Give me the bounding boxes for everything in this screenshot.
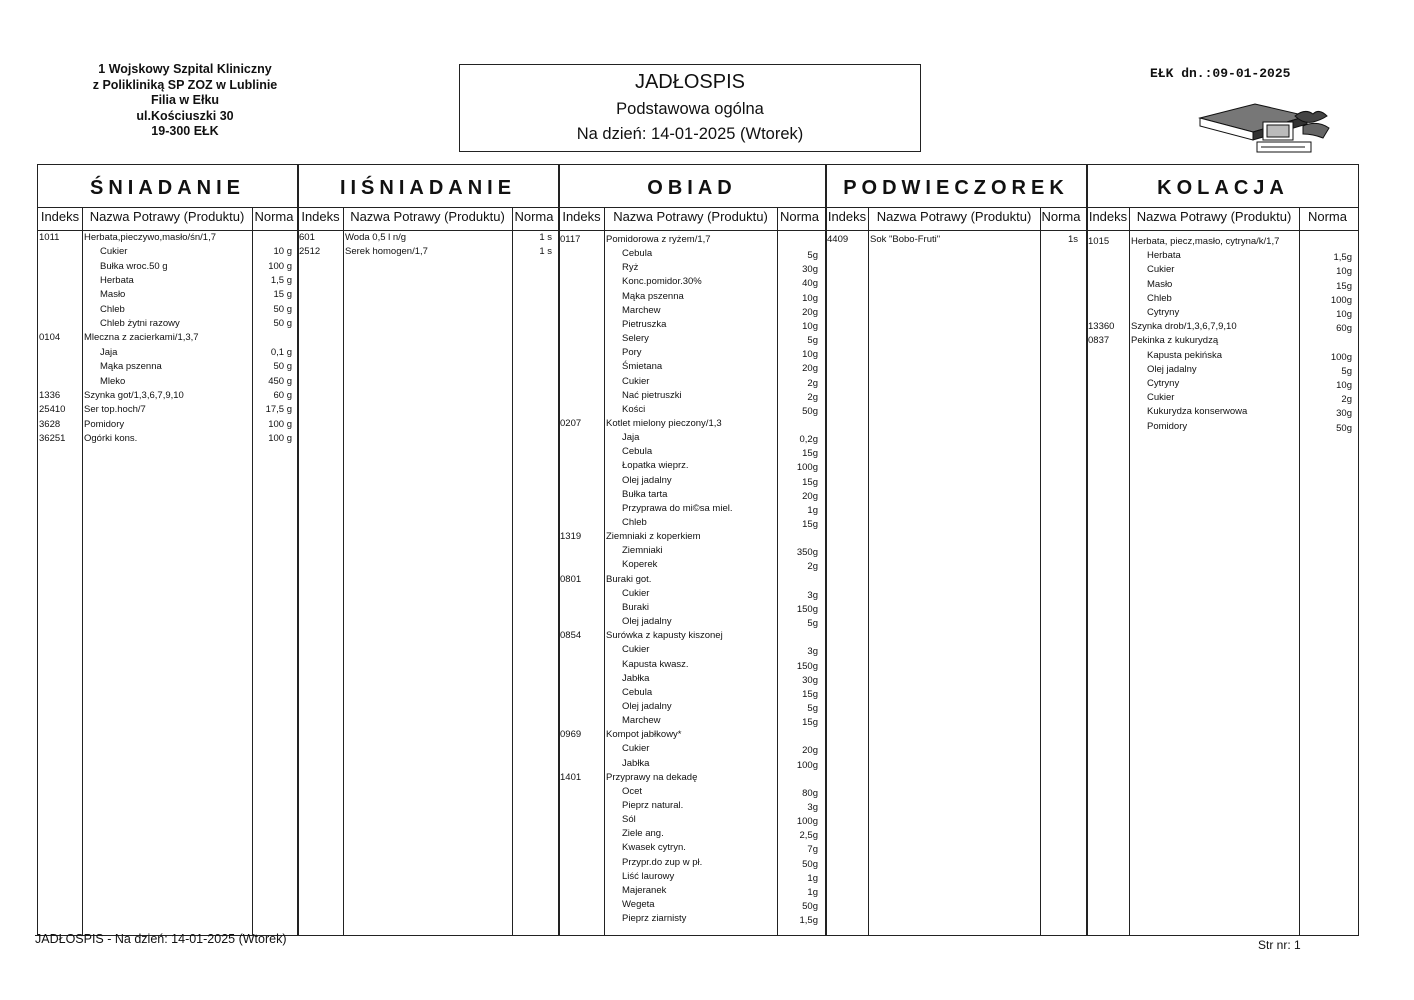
row-index: 25410 — [39, 404, 66, 416]
footer-title: JADŁOSPIS - Na dzień: 14-01-2025 (Wtorek) — [35, 932, 287, 946]
ingredient-name: Mleko — [100, 375, 126, 387]
ingredient-name: Olej jadalny — [622, 474, 672, 486]
row-norm: 100 g — [268, 418, 292, 430]
row-norm: 20g — [802, 490, 818, 502]
column-header-norm: Norma — [1041, 209, 1081, 224]
ingredient-name: Cytryny — [1147, 307, 1180, 318]
row-norm: 100g — [1330, 351, 1352, 363]
row-norm: 100g — [796, 816, 818, 828]
row-norm: 5g — [807, 618, 818, 630]
row-norm: 2g — [807, 391, 818, 403]
row-norm: 1,5 g — [270, 275, 292, 287]
ingredient-name: Masło — [1147, 278, 1173, 290]
ingredient-name: Cukier — [622, 743, 650, 755]
row-norm: 30g — [1336, 408, 1352, 420]
row-norm: 10g — [802, 320, 818, 332]
dish-name: Ser top.hoch/7 — [84, 404, 146, 416]
row-norm: 100 g — [268, 432, 292, 444]
ingredient-name: Cukier — [100, 246, 128, 258]
page-title: JADŁOSPIS — [634, 71, 746, 93]
row-norm: 10g — [802, 292, 818, 304]
ingredient-name: Bułka tarta — [622, 488, 668, 500]
ingredient-name: Ocet — [622, 785, 643, 797]
row-norm: 50g — [802, 901, 818, 913]
section-divider — [825, 164, 827, 936]
column-header-name: Nazwa Potrawy (Produktu) — [89, 209, 245, 224]
row-norm: 30g — [802, 264, 818, 276]
column-header-norm: Norma — [514, 209, 554, 224]
institution-line: ul.Kościuszki 30 — [136, 108, 234, 123]
dish-name: Pekinka z kukurydzą — [1131, 335, 1219, 347]
ingredient-name: Masło — [100, 289, 126, 301]
ingredient-name: Jaja — [622, 432, 640, 444]
row-norm: 15g — [802, 476, 818, 488]
row-norm: 20g — [802, 745, 818, 757]
ingredient-name: Liść laurowy — [622, 870, 675, 882]
row-norm: 1 s — [539, 232, 552, 243]
title-box — [459, 64, 921, 152]
institution-line: 1 Wojskowy Szpital Kliniczny — [98, 62, 272, 76]
column-divider — [1129, 207, 1130, 936]
row-norm: 2g — [807, 561, 818, 573]
column-divider — [343, 207, 344, 936]
section-title-ii-sniadanie: IIŚNIADANIE — [339, 177, 517, 199]
ingredient-name: Olej jadalny — [622, 700, 672, 712]
menu-date: Na dzień: 14-01-2025 (Wtorek) — [576, 125, 804, 143]
column-header-name: Nazwa Potrawy (Produktu) — [1136, 209, 1292, 224]
dish-name: Buraki got. — [606, 573, 652, 585]
dish-name: Sok "Bobo-Fruti" — [870, 234, 941, 245]
row-norm: 100g — [796, 462, 818, 474]
ingredient-name: Śmietana — [622, 361, 663, 373]
ingredient-name: Olej jadalny — [622, 616, 672, 628]
page-number: Str nr: 1 — [1258, 938, 1301, 952]
row-norm: 10g — [1336, 266, 1352, 278]
ingredient-name: Kapusta kwasz. — [622, 658, 689, 670]
ingredient-name: Przyprawa do mi©sa miel. — [622, 502, 733, 514]
row-norm: 60 g — [273, 389, 292, 401]
ingredient-name: Mąka pszenna — [100, 361, 162, 373]
row-norm: 1g — [807, 504, 818, 516]
institution-line: Filia w Ełku — [150, 93, 220, 107]
dish-name: Przyprawy na dekadę — [606, 771, 698, 783]
column-header-index: Indeks — [827, 209, 867, 224]
row-index: 1401 — [560, 771, 582, 783]
ingredient-name: Chleb — [1147, 292, 1172, 304]
row-norm: 5g — [807, 702, 818, 714]
row-norm: 50g — [802, 405, 818, 417]
row-norm: 3g — [807, 589, 818, 601]
ingredient-name: Cukier — [1147, 264, 1175, 276]
header-divider — [37, 230, 1359, 231]
row-norm: 30g — [802, 674, 818, 686]
row-norm: 3g — [807, 802, 818, 813]
column-header-index: Indeks — [1088, 209, 1128, 224]
row-norm: 1,5g — [799, 915, 818, 927]
ingredient-name: Łopatka wieprz. — [622, 460, 689, 472]
row-norm: 40g — [802, 278, 818, 290]
ingredient-name: Cukier — [622, 644, 650, 656]
row-norm: 10g — [1336, 309, 1352, 320]
ingredient-name: Chleb — [622, 517, 647, 528]
dish-name: Szynka got/1,3,6,7,9,10 — [84, 389, 184, 401]
dish-name: Szynka drob/1,3,6,7,9,10 — [1131, 321, 1237, 333]
row-index: 36251 — [39, 432, 66, 444]
ingredient-name: Selery — [622, 333, 649, 345]
ingredient-name: Jabłka — [622, 672, 650, 684]
row-norm: 15g — [802, 717, 818, 729]
row-norm: 15g — [1336, 280, 1352, 292]
row-index: 0207 — [560, 417, 582, 429]
row-index: 0117 — [560, 234, 581, 245]
ingredient-name: Kości — [622, 403, 646, 415]
row-index: 1336 — [39, 389, 61, 401]
dish-name: Herbata,pieczywo,masło/śn/1,7 — [84, 232, 217, 243]
row-norm: 5g — [807, 335, 818, 347]
ingredient-name: Ziemniaki — [622, 545, 663, 557]
ingredient-name: Cebula — [622, 446, 653, 458]
section-divider — [1086, 164, 1088, 936]
column-divider — [512, 207, 513, 936]
row-norm: 1,5g — [1333, 252, 1352, 264]
row-index: 0837 — [1088, 335, 1110, 347]
row-index: 4409 — [827, 234, 849, 245]
row-norm: 0,2g — [799, 434, 818, 446]
row-index: 601 — [299, 232, 315, 243]
row-norm: 100g — [796, 759, 818, 771]
row-norm: 50 g — [273, 361, 292, 373]
row-norm: 17,5 g — [265, 404, 292, 416]
row-norm: 80g — [802, 787, 818, 799]
row-norm: 350g — [796, 547, 818, 559]
ingredient-name: Majeranek — [622, 884, 667, 896]
ingredient-name: Przypr.do zup w pł. — [622, 856, 703, 868]
row-norm: 1g — [807, 872, 818, 884]
row-norm: 50g — [1336, 422, 1352, 434]
location-date: EŁK dn.:09-01-2025 — [1150, 66, 1291, 81]
section-title-kolacja: KOLACJA — [1157, 177, 1289, 199]
ingredient-name: Cebula — [622, 248, 653, 260]
row-norm: 450 g — [268, 375, 292, 387]
ingredient-name: Cebula — [622, 686, 653, 698]
row-norm: 10 g — [273, 246, 292, 258]
ingredient-name: Koperek — [622, 559, 658, 571]
section-divider — [297, 164, 299, 936]
row-norm: 5g — [1341, 365, 1352, 377]
ingredient-name: Bułka wroc.50 g — [100, 260, 168, 272]
row-index: 1011 — [39, 232, 60, 243]
column-header-name: Nazwa Potrawy (Produktu) — [613, 209, 768, 224]
row-norm: 0,1 g — [270, 346, 292, 358]
row-norm: 1s — [1067, 234, 1078, 245]
ingredient-name: Wegeta — [622, 899, 655, 911]
column-header-norm: Norma — [1307, 209, 1347, 224]
ingredient-name: Herbata — [100, 275, 134, 287]
column-header-name: Nazwa Potrawy (Produktu) — [350, 209, 505, 224]
row-norm: 100 g — [268, 260, 292, 272]
row-norm: 100g — [1330, 294, 1352, 306]
column-header-norm: Norma — [779, 209, 819, 224]
column-header-index: Indeks — [301, 209, 340, 224]
row-norm: 15g — [802, 519, 818, 530]
column-header-index: Indeks — [562, 209, 601, 224]
ingredient-name: Konc.pomidor.30% — [622, 276, 702, 288]
row-norm: 2,5g — [799, 830, 818, 842]
row-norm: 2g — [807, 377, 818, 389]
row-index: 13360 — [1088, 321, 1115, 333]
column-header-index: Indeks — [40, 209, 80, 224]
row-index: 0854 — [560, 630, 582, 642]
institution-line: z Polikliniką SP ZOZ w Lublinie — [92, 77, 278, 92]
ingredient-name: Cukier — [1147, 392, 1175, 404]
institution-block — [60, 62, 310, 140]
section-title-podwieczorek: PODWIECZOREK — [843, 177, 1069, 199]
section-title-sniadanie: ŚNIADANIE — [89, 177, 245, 199]
dish-name: Surówka z kapusty kiszonej — [606, 630, 723, 642]
dish-name: Herbata, piecz,masło, cytryna/k/1,7 — [1131, 236, 1280, 247]
ingredient-name: Pieprz natural. — [622, 800, 684, 811]
column-header-norm: Norma — [254, 209, 294, 224]
row-norm: 1g — [807, 886, 818, 898]
row-index: 0969 — [560, 729, 582, 741]
dish-name: Ziemniaki z koperkiem — [606, 531, 701, 543]
ingredient-name: Cukier — [622, 587, 650, 599]
row-index: 0801 — [560, 573, 582, 585]
ingredient-name: Pietruszka — [622, 318, 667, 330]
row-index: 1015 — [1088, 236, 1110, 247]
ingredient-name: Kapusta pekińska — [1147, 349, 1222, 361]
ingredient-name: Nać pietruszki — [622, 389, 682, 401]
section-divider — [558, 164, 560, 936]
row-norm: 50g — [802, 858, 818, 870]
dish-name: Pomidorowa z ryżem/1,7 — [606, 234, 711, 245]
row-index: 3628 — [39, 418, 61, 430]
column-divider — [82, 207, 83, 936]
dish-name: Woda 0,5 l n/g — [345, 232, 407, 243]
row-index: 2512 — [299, 246, 321, 258]
dish-name: Kompot jabłkowy* — [606, 729, 682, 741]
dish-name: Pomidory — [84, 418, 125, 430]
ingredient-name: Buraki — [622, 601, 649, 613]
diet-name: Podstawowa ogólna — [616, 100, 764, 118]
section-title-obiad: OBIAD — [647, 177, 737, 199]
dish-name: Ogórki kons. — [84, 432, 138, 444]
dish-name: Serek homogen/1,7 — [345, 246, 428, 258]
ingredient-name: Jaja — [100, 346, 118, 358]
ingredient-name: Cukier — [622, 375, 650, 387]
ingredient-name: Kukurydza konserwowa — [1147, 406, 1248, 418]
ingredient-name: Marchew — [622, 304, 661, 316]
row-norm: 2g — [1341, 394, 1352, 406]
row-norm: 3g — [807, 646, 818, 658]
row-index: 0104 — [39, 332, 61, 344]
ingredient-name: Mąka pszenna — [622, 290, 684, 302]
column-divider — [1040, 207, 1041, 936]
row-norm: 1 s — [539, 246, 552, 258]
column-header-name: Nazwa Potrawy (Produktu) — [876, 209, 1032, 224]
dish-name: Kotlet mielony pieczony/1,3 — [606, 417, 722, 429]
ingredient-name: Ryż — [622, 262, 639, 274]
row-norm: 10g — [802, 349, 818, 361]
row-norm: 15 g — [273, 289, 292, 301]
row-norm: 20g — [802, 306, 818, 318]
row-norm: 20g — [802, 363, 818, 375]
row-norm: 60g — [1336, 323, 1352, 335]
ingredient-name: Ziele ang. — [622, 828, 664, 840]
row-norm: 15g — [802, 448, 818, 460]
ingredient-name: Pieprz ziarnisty — [622, 913, 687, 925]
institution-line: 19-300 EŁK — [151, 124, 219, 138]
book-computer-icon — [1195, 96, 1335, 158]
column-divider — [252, 207, 253, 936]
ingredient-name: Chleb żytni razowy — [100, 318, 180, 330]
row-norm: 5g — [807, 250, 818, 262]
ingredient-name: Chleb — [100, 303, 125, 315]
ingredient-name: Sól — [622, 814, 636, 826]
row-norm: 7g — [807, 844, 818, 856]
row-norm: 15g — [802, 688, 818, 700]
ingredient-name: Cytryny — [1147, 378, 1180, 389]
row-index: 1319 — [560, 531, 582, 543]
row-norm: 50 g — [273, 318, 292, 330]
ingredient-name: Herbata — [1147, 250, 1181, 262]
ingredient-name: Pomidory — [1147, 420, 1188, 432]
column-divider — [868, 207, 869, 936]
row-norm: 50 g — [273, 303, 292, 315]
column-divider — [604, 207, 605, 936]
row-norm: 150g — [796, 603, 818, 615]
ingredient-name: Olej jadalny — [1147, 363, 1197, 375]
row-norm: 10g — [1336, 380, 1352, 391]
ingredient-name: Marchew — [622, 715, 661, 727]
ingredient-name: Pory — [622, 347, 642, 359]
ingredient-name: Jabłka — [622, 757, 650, 769]
ingredient-name: Kwasek cytryn. — [622, 842, 686, 854]
dish-name: Mleczna z zacierkami/1,3,7 — [84, 332, 199, 344]
row-norm: 150g — [796, 660, 818, 672]
